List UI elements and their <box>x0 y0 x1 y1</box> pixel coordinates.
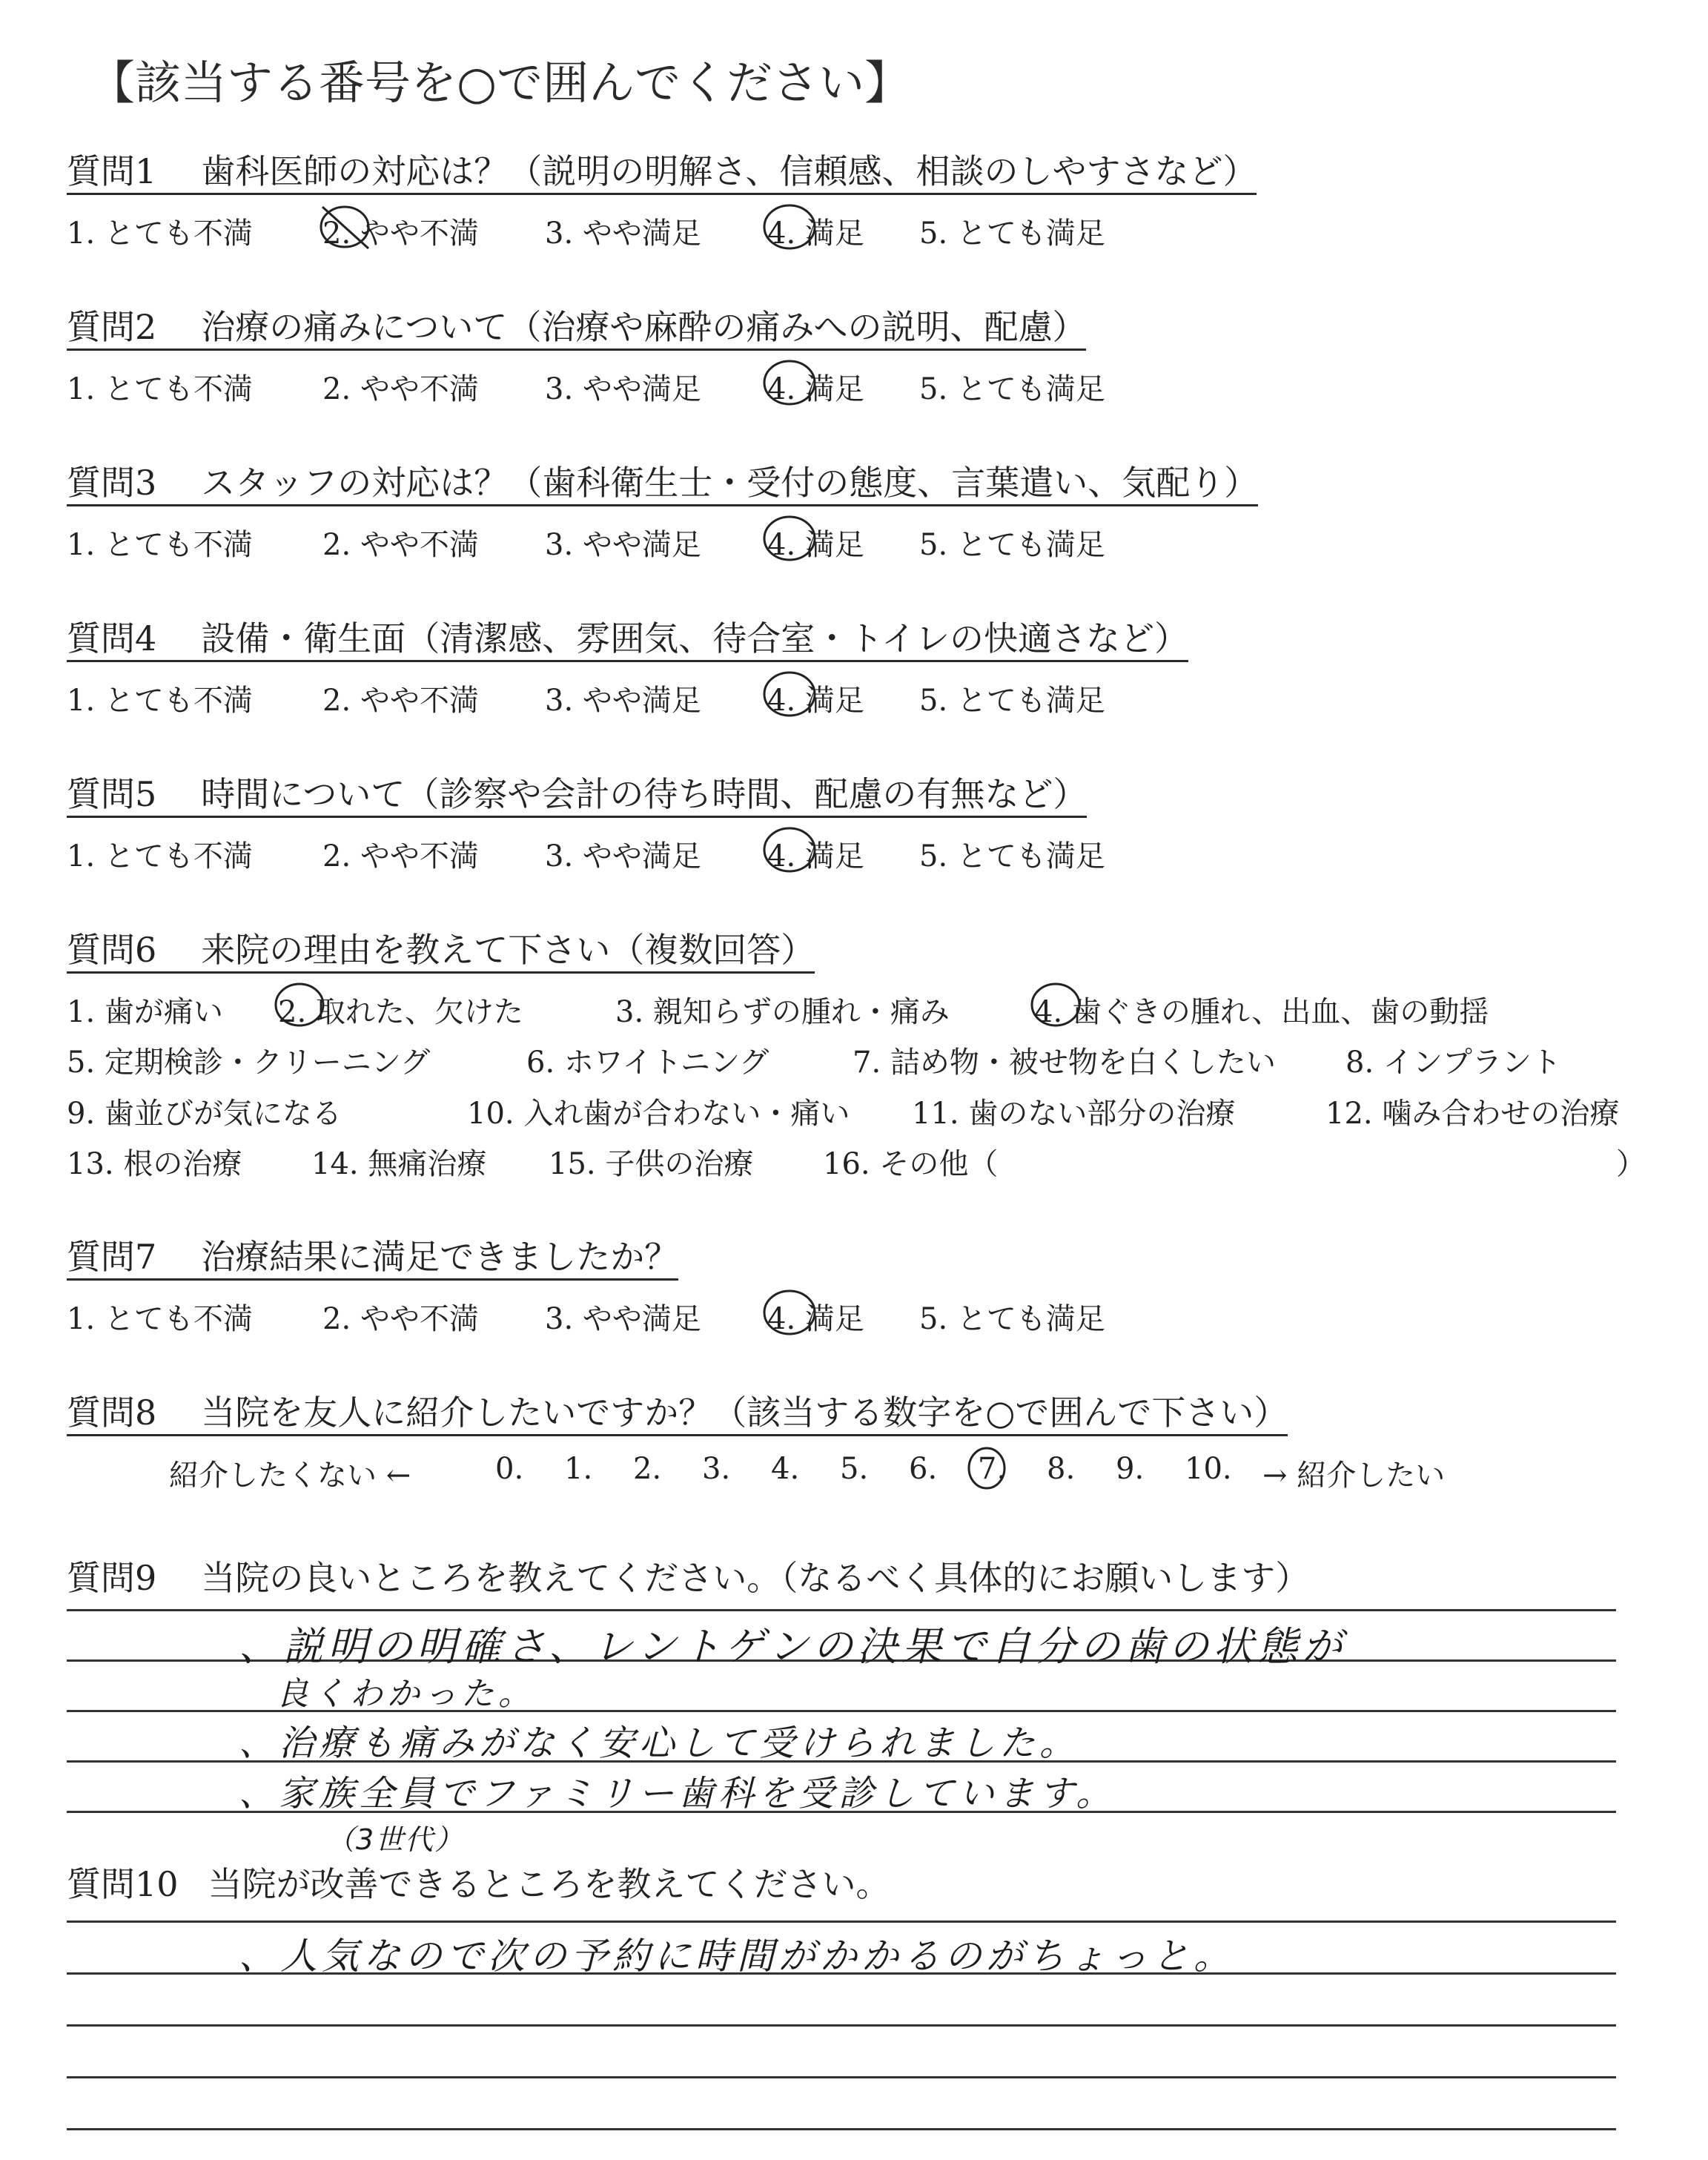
option-1: 1. とても不満 <box>67 1302 253 1336</box>
selected-circle-4 <box>761 358 818 407</box>
question-2 <box>67 307 1087 351</box>
answer-line <box>67 2024 1616 2027</box>
question-number: 質問4 <box>67 618 157 658</box>
selected-circle-4 <box>761 825 818 874</box>
option-4: 4. 満足 <box>767 839 864 873</box>
option-5: 5. とても満足 <box>919 217 1105 251</box>
q1-options <box>67 210 1179 254</box>
question-text: 当院が改善できるところを教えてください。 <box>208 1864 890 1904</box>
question-text: 来院の理由を教えて下さい（複数回答） <box>201 930 815 970</box>
option-5: 5. とても満足 <box>919 528 1105 562</box>
question-number: 質問8 <box>67 1393 157 1433</box>
answer-line <box>67 1609 1616 1611</box>
option-1: 1. とても不満 <box>67 372 253 406</box>
scale-value-10: 10. <box>1185 1452 1232 1486</box>
option-1: 1. とても不満 <box>67 839 253 873</box>
handwritten-answer: 、説明の明確さ、レントゲンの決果で自分の歯の状態が <box>239 1623 1347 1670</box>
option-5: 5. とても満足 <box>919 1302 1105 1336</box>
scale-value-1: 1. <box>564 1452 593 1486</box>
scale-value-9: 9. <box>1116 1452 1145 1486</box>
option-10: 10. 入れ歯が合わない・痛い <box>467 1097 850 1131</box>
answer-line <box>67 2076 1616 2078</box>
handwritten-answer: 、治療も痛みがなく安心して受けられました。 <box>239 1723 1080 1764</box>
option-2: 2. 取れた、欠けた <box>278 995 523 1029</box>
option-2: 2. やや不満 <box>322 1302 479 1336</box>
option-3: 3. やや満足 <box>545 217 701 251</box>
option-3: 3. やや満足 <box>545 372 701 406</box>
question-8 <box>67 1393 1288 1436</box>
question-text: 時間について（診察や会計の待ち時間、配慮の有無など） <box>201 774 1088 814</box>
option-1: 1. 歯が痛い <box>67 995 223 1029</box>
option-4: 4. 満足 <box>767 372 864 406</box>
scale-value-6: 6. <box>909 1452 938 1486</box>
answer-line <box>67 1920 1616 1923</box>
option-3: 3. やや満足 <box>545 839 701 873</box>
option-4: 4. 満足 <box>767 684 864 718</box>
handwritten-answer: 、人気なので次の予約に時間がかかるのがちょっと。 <box>239 1935 1235 1978</box>
q7-options <box>67 1295 1179 1340</box>
question-text: スタッフの対応は？（歯科衛生士・受付の態度、言葉遣い、気配り） <box>201 463 1259 503</box>
option-3: 3. やや満足 <box>545 684 701 718</box>
question-5 <box>67 774 1088 818</box>
q5-options <box>67 833 1179 877</box>
option-1: 1. とても不満 <box>67 528 253 562</box>
question-text: 治療結果に満足できましたか？ <box>201 1237 679 1277</box>
question-number: 質問10 <box>67 1864 179 1904</box>
option-7: 7. 詰め物・被せ物を白くしたい <box>853 1046 1276 1080</box>
question-4 <box>67 618 1188 662</box>
question-text: 当院を友人に紹介したいですか？（該当する数字を○で囲んで下さい） <box>201 1393 1288 1433</box>
scale-right-label: → 紹介したい <box>1262 1459 1446 1493</box>
option-2: 2. やや不満 <box>322 684 479 718</box>
page-title: 【該当する番号を○で囲んでください】 <box>89 56 911 110</box>
scale-value-8: 8. <box>1047 1452 1076 1486</box>
option-15: 15. 子供の治療 <box>549 1147 754 1181</box>
option-6: 6. ホワイトニング <box>526 1046 769 1080</box>
question-text: 当院の良いところを教えてください。（なるべく具体的にお願いします） <box>201 1558 1310 1598</box>
option-16: 16. その他（ <box>823 1147 999 1181</box>
question-9 <box>67 1551 1309 1600</box>
option-9: 9. 歯並びが気になる <box>67 1097 342 1131</box>
scale-value-2: 2. <box>633 1452 662 1486</box>
option-5: 5. とても満足 <box>919 684 1105 718</box>
option-5: 5. とても満足 <box>919 839 1105 873</box>
option-12: 12. 噛み合わせの治療 <box>1325 1097 1620 1131</box>
q3-options <box>67 521 1179 566</box>
scale-value-5: 5. <box>840 1452 869 1486</box>
question-number: 質問6 <box>67 930 157 970</box>
question-text: 設備・衛生面（清潔感、雰囲気、待合室・トイレの快適さなど） <box>201 618 1188 658</box>
option-2: 2. やや不満 <box>322 372 479 406</box>
q4-options <box>67 677 1179 721</box>
option-1: 1. とても不満 <box>67 684 253 718</box>
question-text: 治療の痛みについて（治療や麻酔の痛みへの説明、配慮） <box>201 307 1087 347</box>
option-4: 4. 満足 <box>767 528 864 562</box>
scale-left-label: 紹介したくない ← <box>169 1459 411 1493</box>
option-4: 4. 満足 <box>767 1302 864 1336</box>
selected-circle-4 <box>761 202 818 251</box>
option-11: 11. 歯のない部分の治療 <box>912 1097 1236 1131</box>
selected-circle-2 <box>273 981 326 1028</box>
option-8: 8. インプラント <box>1345 1046 1561 1080</box>
selected-circle-4 <box>1029 981 1082 1028</box>
question-number: 質問2 <box>67 307 157 347</box>
option-4: 4. 歯ぐきの腫れ、出血、歯の動揺 <box>1034 995 1489 1029</box>
question-6 <box>67 930 815 974</box>
option-2: 2. やや不満 <box>322 217 479 251</box>
option-5: 5. 定期検診・クリーニング <box>67 1046 431 1080</box>
question-number: 質問1 <box>67 151 157 191</box>
option-3: 3. やや満足 <box>545 1302 701 1336</box>
option-16-close: ） <box>1616 1147 1646 1181</box>
option-13: 13. 根の治療 <box>67 1147 242 1181</box>
option-5: 5. とても満足 <box>919 372 1105 406</box>
q2-options <box>67 366 1179 410</box>
answer-line <box>67 2128 1616 2130</box>
handwritten-answer: 良くわかった。 <box>276 1675 535 1713</box>
question-3 <box>67 463 1259 506</box>
handwritten-answer: 、家族全員でファミリー歯科を受診しています。 <box>239 1773 1116 1814</box>
handwritten-note: （3世代） <box>326 1823 465 1856</box>
scale-value-7: 7. <box>978 1452 1007 1486</box>
question-7 <box>67 1237 679 1281</box>
option-2: 2. やや不満 <box>322 528 479 562</box>
question-number: 質問7 <box>67 1237 157 1277</box>
scale-value-0: 0. <box>495 1452 524 1486</box>
question-number: 質問3 <box>67 463 157 503</box>
option-2: 2. やや不満 <box>322 839 479 873</box>
option-3: 3. 親知らずの腫れ・痛み <box>615 995 950 1029</box>
option-14: 14. 無痛治療 <box>311 1147 487 1181</box>
question-number: 質問5 <box>67 774 157 814</box>
question-1 <box>67 151 1257 195</box>
crossed-mark-2 <box>317 202 373 251</box>
question-text: 歯科医師の対応は？（説明の明解さ、信頼感、相談のしやすさなど） <box>201 151 1257 191</box>
selected-circle-7 <box>967 1446 1009 1490</box>
option-3: 3. やや満足 <box>545 528 701 562</box>
selected-circle-4 <box>761 514 818 563</box>
selected-circle-4 <box>761 670 818 719</box>
selected-circle-4 <box>761 1288 818 1337</box>
question-number: 質問9 <box>67 1558 157 1598</box>
option-4: 4. 満足 <box>767 217 864 251</box>
option-1: 1. とても不満 <box>67 217 253 251</box>
question-10 <box>67 1857 890 1906</box>
scale-value-3: 3. <box>702 1452 731 1486</box>
scale-value-4: 4. <box>771 1452 800 1486</box>
q8-scale <box>169 1452 1503 1496</box>
